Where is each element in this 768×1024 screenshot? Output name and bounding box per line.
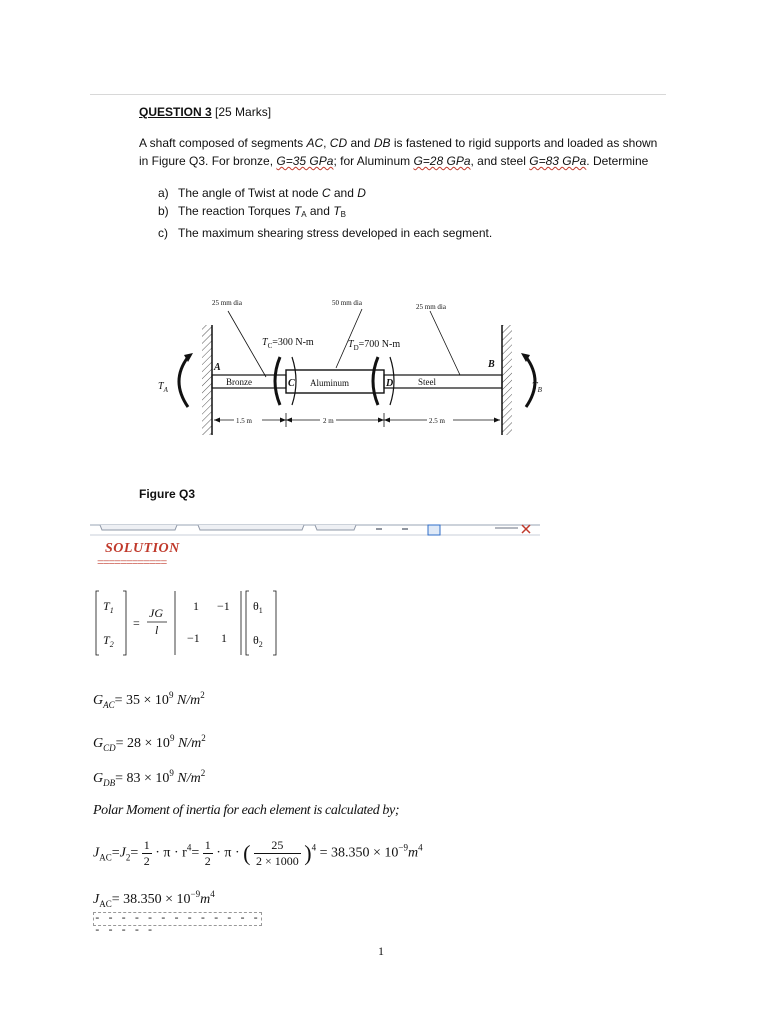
dashed-separator: - - - - - - - - - - - - - - - - - - [93,912,262,926]
j-ac-equation: $J_{AC}= 38.350 \times 10^{-9}m^4$ [93,889,215,909]
torque-c-arc [275,357,280,405]
length-steel: 2.5 m [429,417,445,425]
shaft-figure [130,295,570,460]
window-icon [428,525,440,535]
label-bronze: Bronze [226,377,252,387]
dia-left-label: 25 mm dia [212,299,242,307]
theta1: $\theta_1$ [253,599,263,615]
jg: JG [149,606,163,620]
t1: $T_1$ [103,599,114,615]
question-statement: A shaft composed of segments AC, CD and DB is fastened to rigid supports and loaded as shown in Figure Q3. For bronze, G=35 GPa; for Aluminum G=28 GPa, and steel G=83 GPa. Determine [139,136,658,168]
page-number: 1 [378,944,384,958]
question-title [139,105,271,119]
length-bronze: 1.5 m [236,417,252,425]
polar-moment-text: Polar Moment of inertia for each element is calculated by; [93,803,400,818]
dia-right-label: 25 mm dia [416,303,446,311]
segment-steel [384,375,502,388]
node-b: B [488,359,495,370]
k12: −1 [217,599,230,613]
part-c: c) The maximum shearing stress developed in each segment. [158,226,493,240]
node-a: A [214,362,221,373]
header-rule [90,94,666,95]
leader-left-dia [228,311,266,377]
j-equation: $J_{AC}=J_2=$ $\frac{1}{2}$ · $\pi \cdot r^4=$ $\frac{1}{2}$ · π · ( $\frac{25}{2 \times 1000}$ )$^4 = 38.350 \times 10^{-9}m^4$ [93,838,423,868]
label-steel: Steel [418,377,436,387]
td-label: $T_D=700$ N-m [348,339,401,352]
node-c: C [288,378,295,389]
g-db-equation: $G_{DB}= 83 \times 10^9$ $N/m^2$ [93,768,206,788]
solution-underline: ============ [97,555,167,569]
question-label: QUESTION 3 [139,105,212,119]
g-bronze: G=35 GPa [276,154,334,168]
g-aluminum: G=28 GPa [413,154,471,168]
left-wall-hatch [202,325,212,435]
torque-a-arc [179,357,188,407]
g-steel: G=83 GPa [529,154,587,168]
k11: 1 [193,599,199,613]
solution-title: SOLUTION [105,541,180,556]
question-parts [158,184,492,242]
label-aluminum: Aluminum [310,378,350,388]
length-l: l [155,623,159,637]
dia-mid-label: 50 mm dia [332,299,362,307]
stiffness-matrix-equation [93,588,283,658]
length-aluminum: 2 m [323,417,334,425]
tb-label: $T_B$ [532,381,542,394]
leader-right-dia [430,311,460,375]
g-ac-equation: $G_{AC}= 35 \times 10^9$ $N/m^2$ [93,690,205,710]
node-d: D [386,378,394,389]
theta2: $\theta_2$ [253,633,263,649]
right-wall-hatch [502,325,512,435]
g-cd-equation: $G_{CD}= 28 \times 10^9$ $N/m^2$ [93,733,206,753]
part-a: a) The angle of Twist at node C and D [158,186,366,200]
k22: 1 [221,631,227,645]
question-marks: [25 Marks] [211,105,272,119]
t2: $T_2$ [103,633,114,649]
torque-d-arc [373,357,378,405]
part-b: b) The reaction Torques $T_A$ and $T_B$ [158,204,346,219]
ta-label: $T_A$ [158,381,168,394]
matrix-equals: = [133,616,140,630]
k21: −1 [187,631,200,645]
tc-label: $T_C=300$ N-m [262,337,314,350]
toolbar-ribbon-fragment [90,522,540,536]
figure-caption: Figure Q3 [139,487,196,501]
